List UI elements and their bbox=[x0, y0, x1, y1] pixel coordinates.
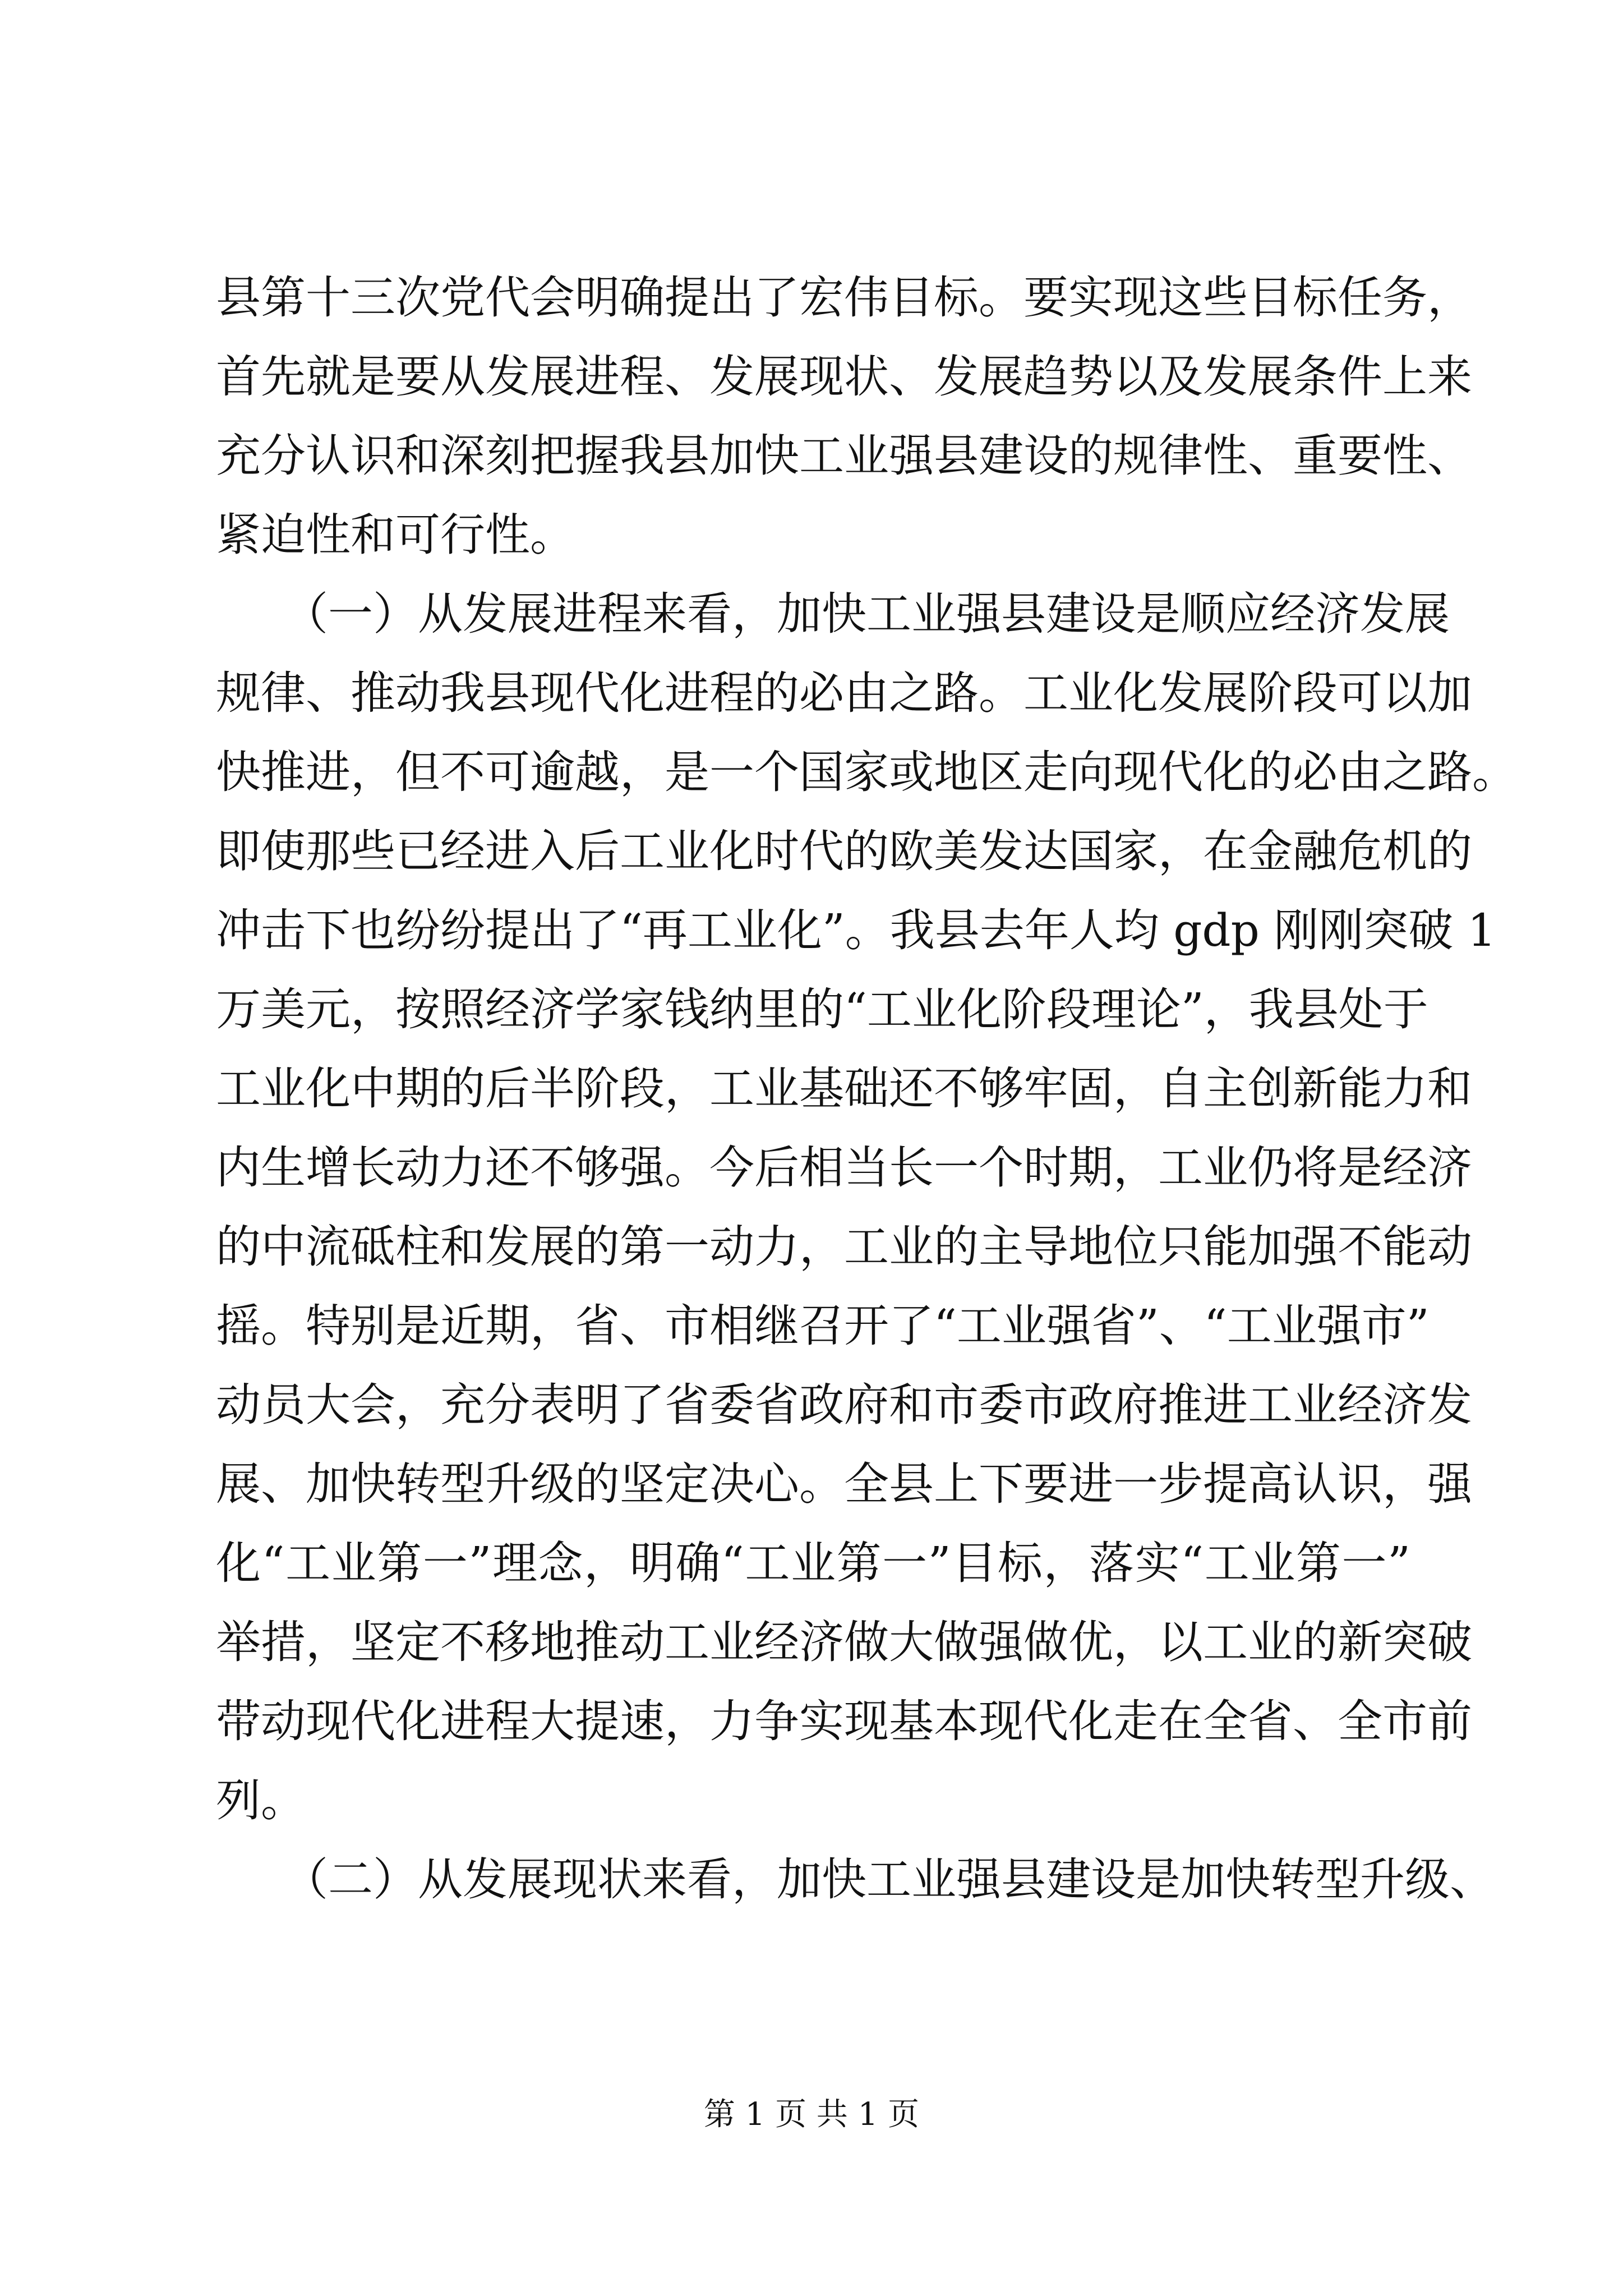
text-line: 工业化中期的后半阶段，工业基础还不够牢固，自主创新能力和 bbox=[216, 1062, 1472, 1115]
text-line: 万美元，按照经济学家钱纳里的“工业化阶段理论”，我县处于 bbox=[216, 983, 1428, 1036]
text-line: 内生增长动力还不够强。今后相当长一个时期，工业仍将是经济 bbox=[216, 1142, 1472, 1194]
text-line: 化“工业第一”理念，明确“工业第一”目标，落实“工业第一” bbox=[216, 1537, 1410, 1589]
text-line: 规律、推动我县现代化进程的必由之路。工业化发展阶段可以加 bbox=[216, 667, 1472, 719]
text-line: 摇。特别是近期，省、市相继召开了“工业强省”、“工业强市” bbox=[216, 1300, 1430, 1352]
text-line: 充分认识和深刻把握我县加快工业强县建设的规律性、重要性、 bbox=[216, 430, 1472, 482]
text-line: 带动现代化进程大提速，力争实现基本现代化走在全省、全市前 bbox=[216, 1695, 1472, 1747]
text-line: 紧迫性和可行性。 bbox=[216, 509, 575, 561]
document-body bbox=[216, 258, 1517, 1919]
page-footer: 第 1 页 共 1 页 bbox=[703, 2096, 920, 2133]
text-line: 的中流砥柱和发展的第一动力，工业的主导地位只能加强不能动 bbox=[216, 1221, 1472, 1273]
text-line: 举措，坚定不移地推动工业经济做大做强做优，以工业的新突破 bbox=[216, 1616, 1472, 1668]
text-line: （一）从发展进程来看，加快工业强县建设是顺应经济发展 bbox=[216, 588, 1450, 640]
text-line: 展、加快转型升级的坚定决心。全县上下要进一步提高认识，强 bbox=[216, 1458, 1472, 1510]
text-line: 冲击下也纷纷提出了“再工业化”。我县去年人均 gdp 刚刚突破 1 bbox=[216, 904, 1496, 956]
text-line: （二）从发展现状来看，加快工业强县建设是加快转型升级、 bbox=[216, 1853, 1495, 1906]
text-line: 首先就是要从发展进程、发展现状、发展趋势以及发展条件上来 bbox=[216, 351, 1472, 403]
text-line: 快推进，但不可逾越，是一个国家或地区走向现代化的必由之路。 bbox=[216, 746, 1517, 798]
text-line: 动员大会，充分表明了省委省政府和市委市政府推进工业经济发 bbox=[216, 1379, 1472, 1431]
text-line: 县第十三次党代会明确提出了宏伟目标。要实现这些目标任务， bbox=[216, 272, 1472, 324]
text-line: 即使那些已经进入后工业化时代的欧美发达国家，在金融危机的 bbox=[216, 825, 1472, 877]
text-line: 列。 bbox=[216, 1774, 306, 1826]
